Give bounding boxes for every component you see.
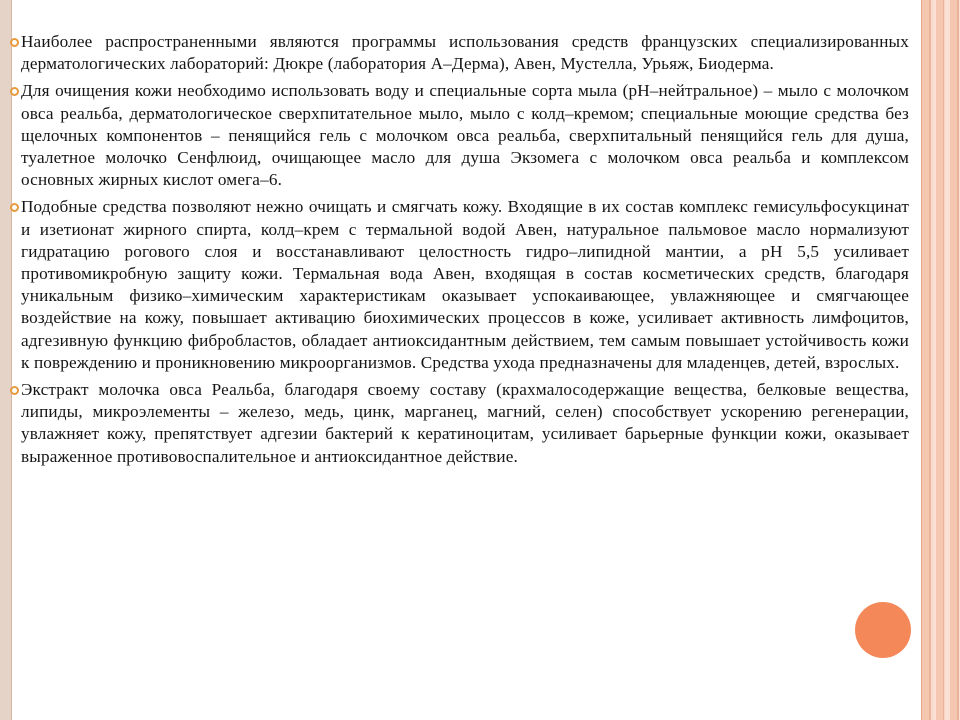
paragraph-1-text: Наиболее распространенными являются программы использования средств французских специализированных дерматологических лабораторий: Дюкре (лаборатория А–Дерма), Авен, Мустелла, Урьяж, Биодерма. xyxy=(21,32,909,74)
paragraph-1 xyxy=(10,31,909,75)
paragraph-2 xyxy=(10,80,909,191)
paragraph-3 xyxy=(10,196,909,374)
paragraph-4-text: Экстракт молочка овса Реальба, благодаря своему составу (крахмалосодержащие вещества, белковые вещества, липиды, микроэлементы – железо, медь, цинк, марганец, магний, селен) способствует ускорению регенерации, увлажняет кожу, препятствует адгезии бактерий к кератиноцитам, усиливает барьерные функции кожи, оказывает выраженное противовоспалительное и антиоксидантное действие. xyxy=(21,380,909,466)
bullet-icon xyxy=(10,87,19,96)
paragraph-3-text: Подобные средства позволяют нежно очищать и смягчать кожу. Входящие в их состав комплекс гемисульфосукцинат и изетионат жирного спирта, колд–крем с термальной водой Авен, натуральное пальмовое масло нормализуют гидратацию рогового слоя и восстанавливают целостность гидро–липидной мантии, а рН 5,5 усиливает противомикробную защиту кожи. Термальная вода Авен, входящая в состав косметических средств, благодаря уникальным физико–химическим характеристикам оказывает успокаивающее, увлажняющее и смягчающее воздействие на кожу, повышает активацию биохимических процессов в коже, усиливает активность лимфоцитов, адгезивную функцию фибробластов, обладает антиоксидантным действием, тем самым повышает устойчивость кожи к повреждению и проникновению микроорганизмов. Средства ухода предназначены для младенцев, детей, взрослых. xyxy=(21,197,909,372)
bullet-icon xyxy=(10,203,19,212)
slide-right-border xyxy=(921,0,960,720)
paragraph-4 xyxy=(10,379,909,468)
decorative-orange-circle xyxy=(855,602,911,658)
paragraph-2-text: Для очищения кожи необходимо использовать воду и специальные сорта мыла (рН–нейтральное) – мыло с молочком овса реальба, дерматологическое сверхпитательное мыло, мыло с колд–кремом; специальные моющие средства без щелочных компонентов – пенящийся гель с молочком овса реальба, сверхпитальный пенящийся гель для душа, туалетное молочко Сенфлюид, очищающее масло для душа Экзомега с молочком овса реальба и комплексом основных жирных кислот омега–6. xyxy=(21,81,909,190)
bullet-icon xyxy=(10,386,19,395)
bullet-icon xyxy=(10,38,19,47)
slide-content xyxy=(10,31,909,468)
